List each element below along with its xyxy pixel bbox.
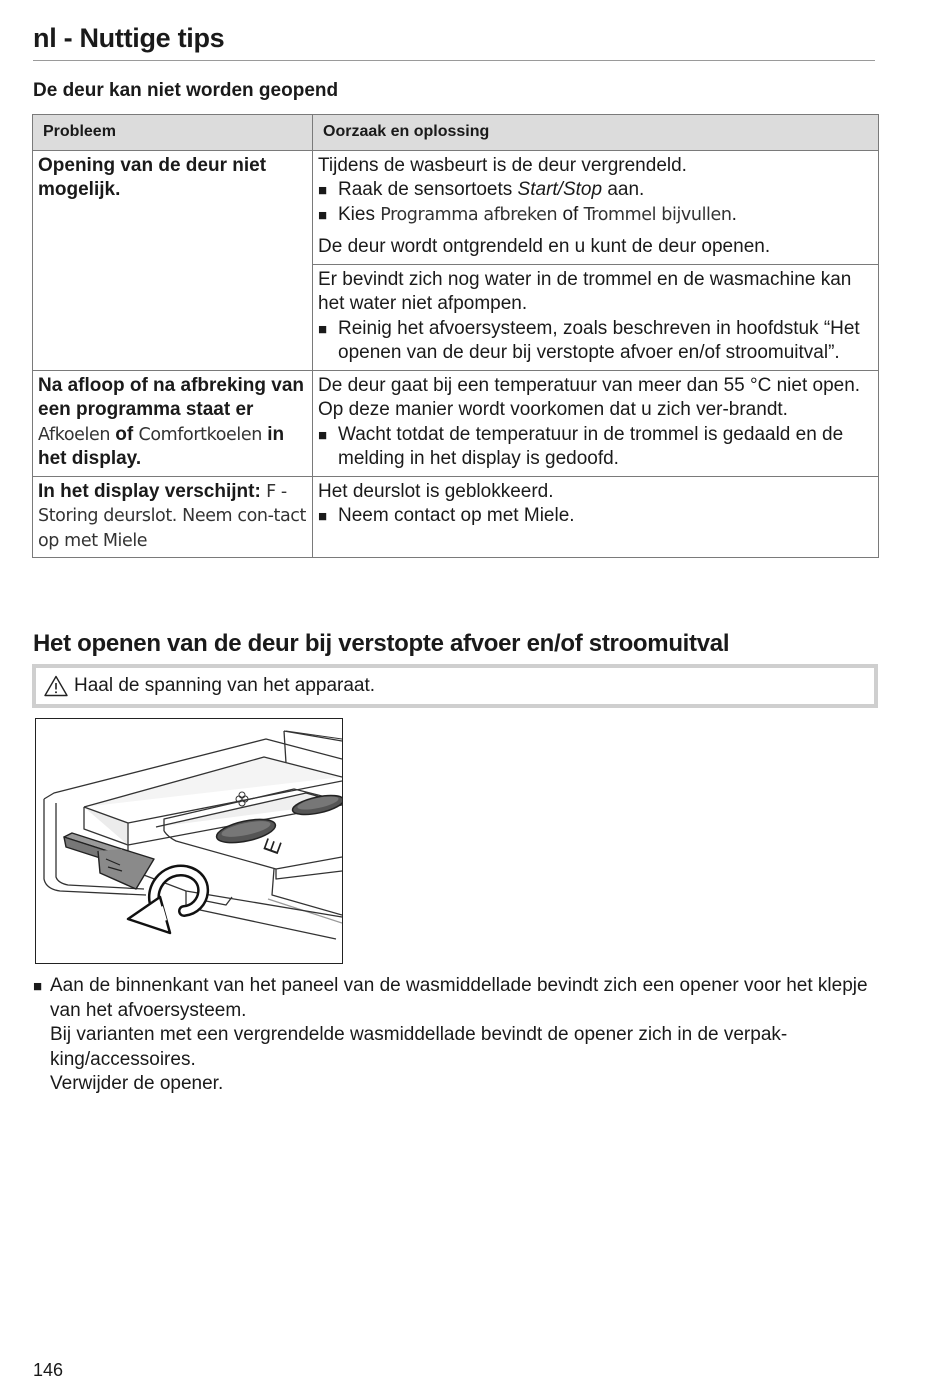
bullet-text: Reinig het afvoersysteem, zoals beschreven in hoofdstuk “Het openen van de deur bij verstopte afvoer en/of stroomuitval”. xyxy=(338,317,860,363)
warning-box xyxy=(32,664,878,708)
bullet-text: of xyxy=(557,204,584,225)
bullet-icon: ■ xyxy=(318,426,328,444)
problem-cell xyxy=(33,476,313,558)
detergent-drawer-illustration xyxy=(35,718,343,964)
column-header-problem: Probleem xyxy=(33,115,313,151)
bullet-icon: ■ xyxy=(318,207,328,224)
bullet-text: aan. xyxy=(602,179,645,200)
list-item xyxy=(318,203,872,228)
page-header xyxy=(33,20,875,61)
problem-text: In het display verschijnt: xyxy=(38,480,267,502)
page-title: nl - Nuttige tips xyxy=(33,23,225,53)
bullet-text: Raak de sensortoets xyxy=(338,179,518,200)
list-item xyxy=(318,317,872,366)
table-row xyxy=(33,150,879,264)
cause-text: Het deurslot is geblokkeerd. xyxy=(318,480,554,502)
instruction-text: Bij varianten met een vergrendelde wasmiddellade bevindt de opener zich in de verpak-king/accessoires. xyxy=(50,1024,788,1070)
list-item xyxy=(33,974,873,1097)
cause-cell xyxy=(313,150,879,264)
problem-cell: Opening van de deur niet mogelijk. xyxy=(33,150,313,370)
display-message: Afkoelen xyxy=(38,424,111,445)
table-row xyxy=(33,476,879,558)
cause-cell xyxy=(313,264,879,370)
bullet-text: Wacht totdat de temperatuur in de trommel is gedaald en de melding in het display is gedoofd. xyxy=(338,423,844,469)
problem-text: Na afloop of na afbreking van een programma staat er xyxy=(38,374,305,420)
sensor-key-label: Start/Stop xyxy=(517,179,603,200)
warning-text: Haal de spanning van het apparaat. xyxy=(74,675,376,696)
compartment-label: E xyxy=(258,835,287,858)
problem-text: in het display. xyxy=(38,423,285,469)
drawer-opener-drawing xyxy=(36,719,342,963)
bullet-icon: ■ xyxy=(33,978,43,995)
cause-text: Tijdens de wasbeurt is de deur vergrendeld. xyxy=(318,154,687,176)
display-option: Programma afbreken xyxy=(380,205,558,225)
display-option: Trommel bijvullen xyxy=(583,205,732,225)
table-header-row xyxy=(33,115,879,151)
section-title: Het openen van de deur bij verstopte afvoer en/of stroomuitval xyxy=(33,630,730,657)
problem-text: of xyxy=(110,423,139,445)
display-message: Comfortkoelen xyxy=(138,424,262,445)
cause-cell xyxy=(313,370,879,476)
troubleshooting-table xyxy=(32,114,879,558)
cause-cell xyxy=(313,476,879,558)
page-number: 146 xyxy=(33,1360,64,1380)
display-message: F - Storing deurslot. Neem con-tact op met Miele xyxy=(38,481,306,551)
bullet-icon: ■ xyxy=(318,320,328,338)
list-item xyxy=(318,504,872,529)
cause-text: Er bevindt zich nog water in de trommel en de wasmachine kan het water niet afpompen. xyxy=(318,268,852,314)
warning-triangle-icon xyxy=(44,675,68,697)
list-item xyxy=(318,178,872,203)
cause-result: De deur wordt ontgrendeld en u kunt de deur openen. xyxy=(318,236,771,257)
column-header-cause: Oorzaak en oplossing xyxy=(313,115,879,151)
instruction-list xyxy=(33,974,873,1097)
bullet-icon: ■ xyxy=(318,508,328,525)
bullet-text: Neem contact op met Miele. xyxy=(338,505,575,526)
instruction-text: Aan de binnenkant van het paneel van de wasmiddellade bevindt zich een opener voor het klepje van het afvoersysteem. xyxy=(50,975,868,1021)
table-row xyxy=(33,370,879,476)
bullet-icon: ■ xyxy=(318,182,328,199)
instruction-text: Verwijder de opener. xyxy=(50,1073,224,1094)
table-heading: De deur kan niet worden geopend xyxy=(33,80,339,101)
bullet-text: Kies xyxy=(338,204,381,225)
bullet-text: . xyxy=(731,204,737,225)
cause-text: De deur gaat bij een temperatuur van meer dan 55 °C niet open. Op deze manier wordt voorkomen dat u zich ver-brandt. xyxy=(318,374,861,420)
problem-cell xyxy=(33,370,313,476)
list-item xyxy=(318,423,872,472)
